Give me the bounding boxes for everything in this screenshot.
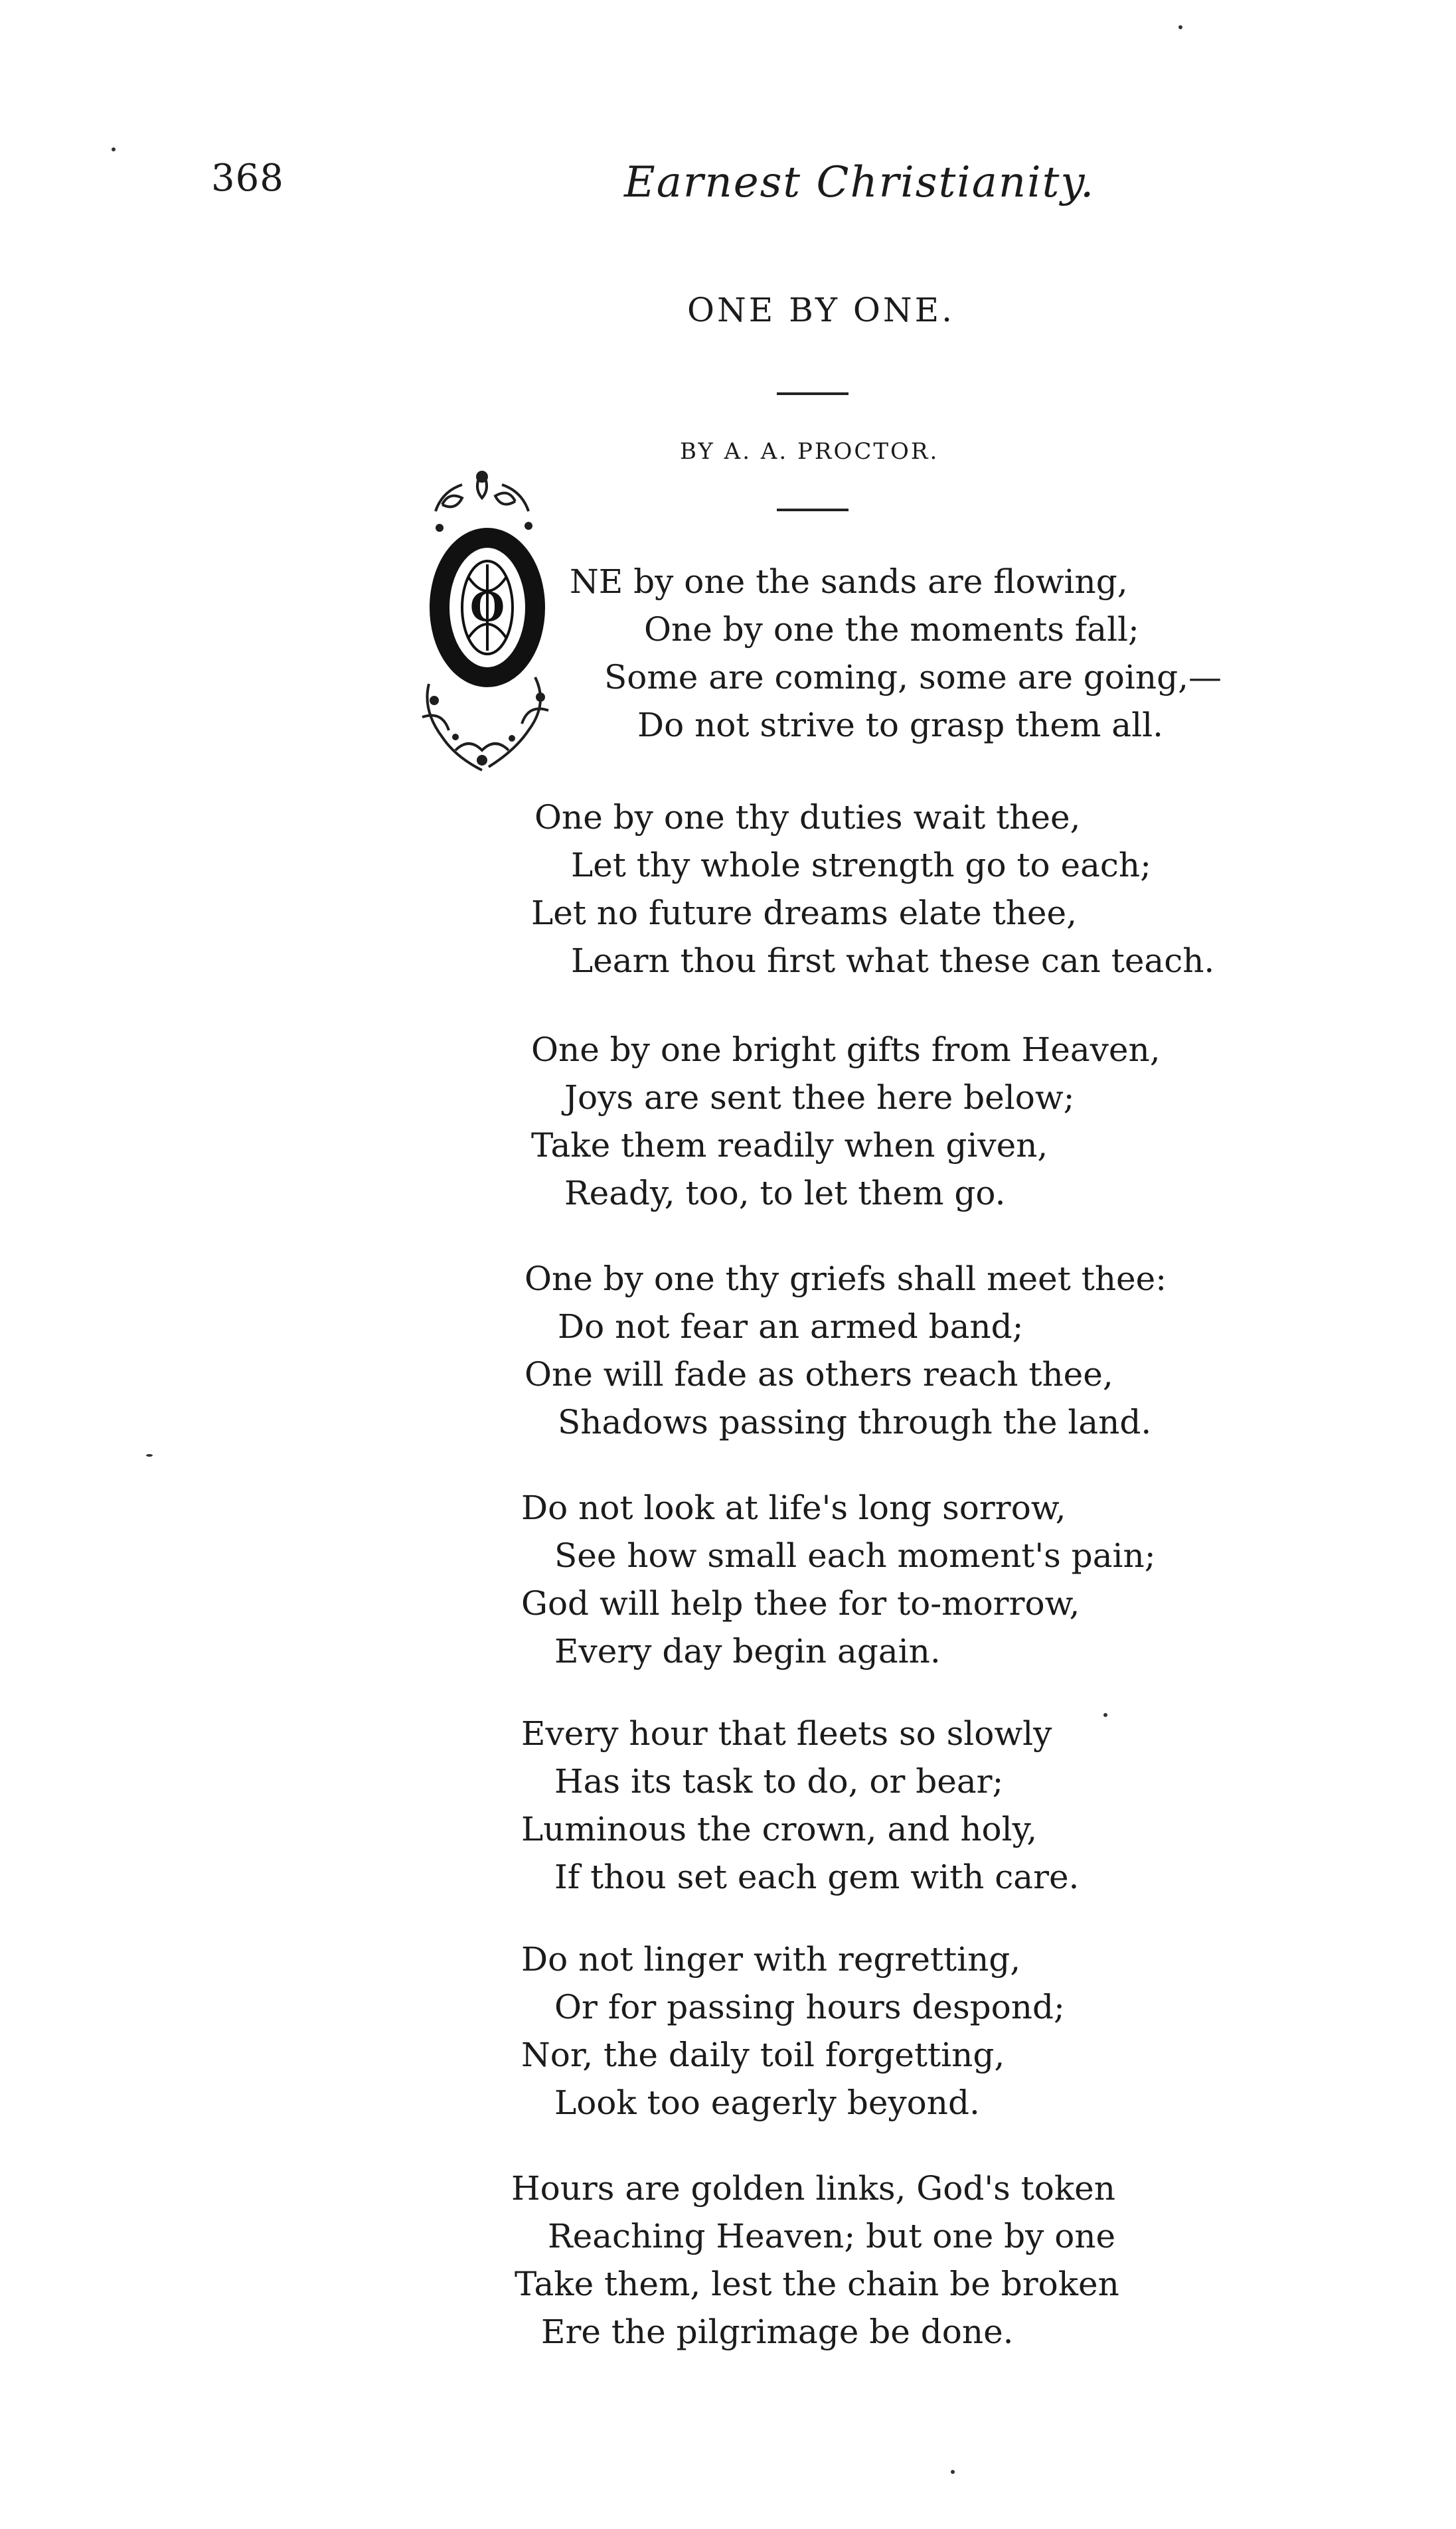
poem-line: One by one thy griefs shall meet thee: (525, 1260, 1167, 1298)
page-number: 368 (211, 157, 284, 200)
poem-line: Nor, the daily toil forgetting, (521, 2036, 1005, 2074)
poem-line: Ready, too, to let them go. (564, 1174, 1006, 1212)
poem-line: One by one bright gifts from Heaven, (531, 1030, 1161, 1069)
poem-line: Every day begin again. (554, 1632, 941, 1671)
svg-text:O: O (469, 584, 505, 631)
poem-line: Let no future dreams elate thee, (531, 894, 1077, 932)
poem-line: Luminous the crown, and holy, (521, 1810, 1038, 1848)
poem-title: ONE BY ONE. (687, 291, 955, 329)
print-speck (146, 1454, 153, 1457)
poem-line: Or for passing hours despond; (554, 1988, 1065, 2026)
poem-line: One by one thy duties wait thee, (534, 798, 1081, 837)
poem-line: Do not strive to grasp them all. (637, 706, 1163, 744)
poem-line: If thou set each gem with care. (554, 1858, 1080, 1896)
poem-line: Ere the pilgrimage be done. (541, 2313, 1014, 2351)
poem-line: See how small each moment's pain; (554, 1536, 1156, 1575)
poem-line: Learn thou first what these can teach. (571, 941, 1215, 980)
poem-line: One will fade as others reach thee, (525, 1355, 1113, 1394)
poem-line: NE by one the sands are flowing, (570, 562, 1128, 601)
poem-line: Shadows passing through the land. (558, 1403, 1152, 1441)
poem-line: Do not linger with regretting, (521, 1940, 1021, 1979)
poem-line: Every hour that fleets so slowly (521, 1714, 1052, 1753)
title-rule (777, 392, 849, 395)
poem-line: Some are coming, some are going,— (604, 658, 1222, 696)
print-speck (112, 147, 116, 151)
poem-line: Take them readily when given, (531, 1126, 1048, 1165)
poem-line: Let thy whole strength go to each; (571, 846, 1151, 884)
ornamental-initial-o-icon (416, 465, 558, 774)
poem-line: Take them, lest the chain be broken (515, 2265, 1119, 2303)
poem-byline: BY A. A. PROCTOR. (680, 438, 939, 465)
print-speck (1178, 25, 1182, 29)
byline-rule (777, 509, 849, 511)
poem-line: Has its task to do, or bear; (554, 1762, 1004, 1801)
print-speck (951, 2470, 955, 2474)
poem-line: Reaching Heaven; but one by one (548, 2217, 1116, 2255)
print-speck (1103, 1713, 1107, 1717)
poem-line: Do not look at life's long sorrow, (521, 1489, 1066, 1527)
poem-line: God will help thee for to-morrow, (521, 1584, 1080, 1623)
poem-line: One by one the moments fall; (644, 610, 1139, 649)
poem-line: Hours are golden links, God's token (511, 2169, 1115, 2208)
poem-line: Joys are sent thee here below; (564, 1078, 1075, 1117)
poem-line: Look too eagerly beyond. (554, 2083, 980, 2122)
poem-line: Do not fear an armed band; (558, 1307, 1024, 1346)
running-title: Earnest Christianity. (624, 158, 1095, 207)
